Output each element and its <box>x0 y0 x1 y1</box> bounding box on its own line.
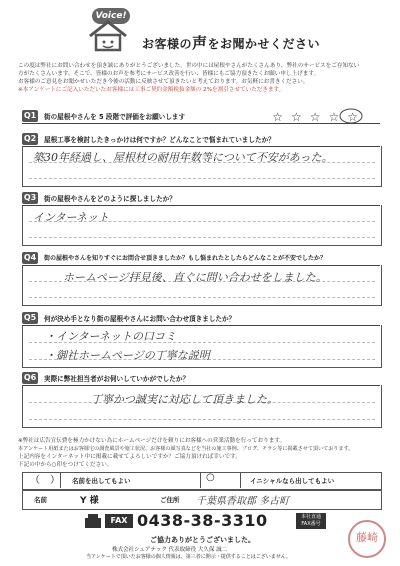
q-text: 何が決め手となり街の屋根やさんにお問い合わせ頂きましたか？ <box>44 315 236 323</box>
handwritten-answer: ホームページ拝見後、直ぐに問い合わせをしました。 <box>63 271 327 284</box>
page-title <box>142 32 320 53</box>
note-line: 上記内容をインターネット中に掲載に載せてよろしいですか？ご協力頂ければ幸いです。 <box>18 454 241 460</box>
company-line: 株式会社シェアテック 代表取締役 大久保 誠二 <box>112 547 228 553</box>
fax-label: FAX <box>105 514 133 528</box>
answer-box[interactable] <box>22 265 382 306</box>
address-value[interactable]: 千葉県香取郡 多古町 <box>196 496 290 507</box>
address-label: ご住所 <box>160 496 180 504</box>
answer-box[interactable] <box>22 385 382 428</box>
title-prefix: お客様の <box>142 37 193 51</box>
name-value[interactable]: Y 様 <box>80 496 99 506</box>
note-line: 下記の中から○印をつけてください。 <box>18 462 113 468</box>
consent-initial-option[interactable]: イニシャルなら出してもよい <box>250 477 335 485</box>
intro-line: お客様のご意見をお聞かせいただき今後の活動に反映させて頂きたいと考えております。お気軽にお書きください。 <box>18 79 309 85</box>
handwritten-answer: 丁寧かつ誠実に対応して頂きました。 <box>91 393 278 406</box>
consent-initial-mark[interactable]: ○ <box>206 472 215 483</box>
answer-box[interactable] <box>22 205 382 246</box>
q-number: Q2 <box>23 134 37 143</box>
handwritten-answer: 築30年経過し、屋根材の耐用年数等について不安があった。 <box>33 151 333 164</box>
note-line: 本アンケート用紙またはお客様宅の調査風景や施工状況、お客様の顔写真などを当社の施工事例、ブログ、チラシ等に掲載させて頂いております。 <box>18 446 354 452</box>
circle-mark-icon <box>338 108 364 124</box>
question-3 <box>22 192 380 206</box>
rating-stars[interactable]: ☆☆☆☆☆ <box>272 110 366 124</box>
handwritten-answer: ・御社ホームページの丁寧な説明 <box>45 349 210 362</box>
question-6 <box>22 372 380 386</box>
title-suffix: をお聞かせください <box>207 37 321 51</box>
q-text: 実際に弊社担当者がお伺いしていかがでしたか？ <box>44 375 190 383</box>
question-4 <box>22 252 380 266</box>
house-logo-icon <box>88 18 128 52</box>
question-1 <box>22 110 380 124</box>
intro-line: 方がたくさんいます。そこで、皆様のお声を参考にサービス改善を行い、皆様にもご協力頂きたくお願い申し上げます。 <box>18 71 320 77</box>
voice-badge: Voice! <box>92 8 130 24</box>
fax-machine-icon <box>84 512 102 530</box>
answer-box[interactable] <box>22 146 382 187</box>
q-text: 屋根工事を検討したきっかけは何ですか？どんなことで悩まれていましたか？ <box>44 136 275 144</box>
intro-discount: ※本アンケートにご記入いただいたお客様には工事ご契約金額税抜金額の 2%を割引させていただきます。 <box>18 87 285 93</box>
q-number: Q6 <box>23 373 37 382</box>
answer-box[interactable] <box>22 325 382 368</box>
note-line: ※弊社は広告宣伝費を極力かけない為にホームページだけを頼りにお客様への営業活動を行っております。 <box>18 438 286 444</box>
q-number: Q4 <box>23 253 37 262</box>
thanks-text: ご協力ありがとうございました。 <box>150 536 255 544</box>
question-2 <box>22 133 380 147</box>
handwritten-answer: ・インターネットの口コミ <box>45 330 177 343</box>
q-number: Q5 <box>23 313 37 322</box>
fax-number: 0438-38-3310 <box>137 511 268 530</box>
q-text: 街の屋根やさんを 5 段階で評価をお願いします <box>44 113 186 121</box>
seal-stamp-icon: 藤崎 <box>348 520 386 558</box>
consent-name-option[interactable]: 名前を出してもよい <box>72 477 131 485</box>
consent-open-paren: （ ） <box>30 475 60 486</box>
name-label: 名前 <box>34 496 47 504</box>
fax-direct-label: 本社直通 FAX番号 <box>296 513 326 529</box>
handwritten-answer: インターネット <box>33 211 110 224</box>
q-text: 街の屋根やさんをどのように探しましたか？ <box>44 195 176 203</box>
intro-line: この度は弊社にお問い合わせを頂き誠にありがとうございました。世の中には屋根やさんがたくさんあり、弊社のサービスをご存知ない <box>18 63 360 69</box>
title-big: 声 <box>192 34 208 52</box>
q-text: 街の屋根やさんを知りすぐにお問合せ頂きましたか？もし悩まれたとしたらどんなことが不安でしたか？ <box>44 255 327 262</box>
privacy-line: 当アンケートで頂いたお客様の個人情報は、第三者に開示・提供することはございません。 <box>86 554 292 560</box>
question-5 <box>22 312 380 326</box>
q-number: Q3 <box>23 193 37 202</box>
q-number: Q1 <box>23 111 37 120</box>
